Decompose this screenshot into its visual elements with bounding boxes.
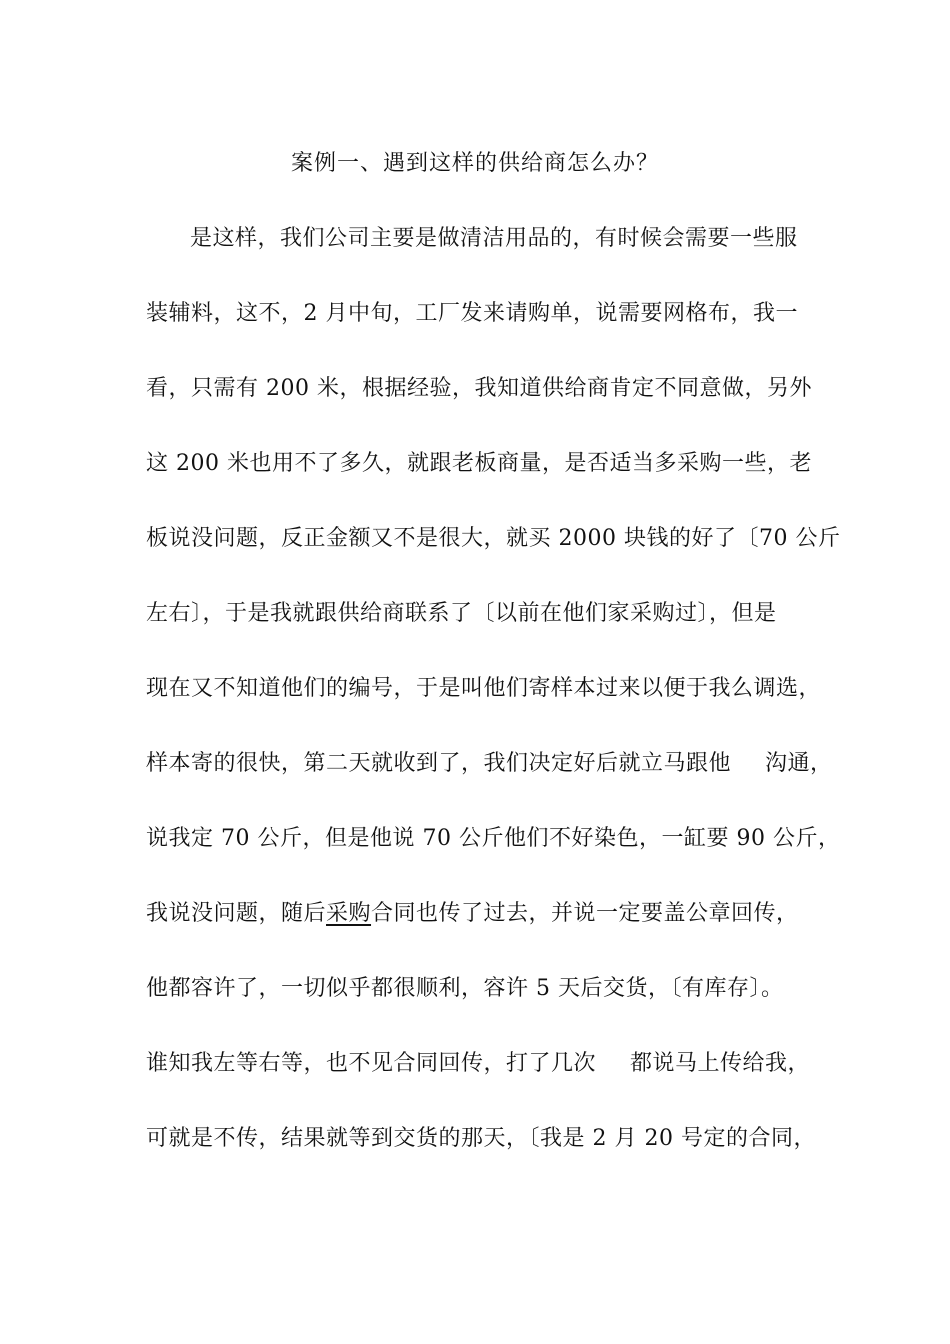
underlined-term: 采购 xyxy=(326,901,372,926)
paragraph-line: 装辅料，这不，2 月中旬，工厂发来请购单，说需要网格布，我一 xyxy=(146,301,798,326)
line-text: 合同也传了过去，并说一定要盖公章回传， xyxy=(371,901,799,926)
paragraph-line: 这 200 米也用不了多久，就跟老板商量，是否适当多采购一些，老 xyxy=(146,451,812,476)
paragraph-line: 说我定 70 公斤，但是他说 70 公斤他们不好染色，一缸要 90 公斤， xyxy=(146,826,841,851)
document-title: 案例一、遇到这样的供给商怎么办？ xyxy=(290,151,659,176)
line-text: 沟通， xyxy=(765,751,833,776)
paragraph-line: 他都容许了，一切似乎都很顺利，容许 5 天后交货，〔有库存〕。 xyxy=(146,976,784,1001)
paragraph-line: 看，只需有 200 米，根据经验，我知道供给商肯定不同意做，另外 xyxy=(146,376,812,401)
paragraph-line: 左右〕，于是我就跟供给商联系了〔以前在他们家采购过〕，但是 xyxy=(146,601,777,626)
paragraph-line: 现在又不知道他们的编号，于是叫他们寄样本过来以便于我么调选， xyxy=(146,676,822,701)
paragraph-line xyxy=(146,1046,826,1082)
line-text: 样本寄的很快，第二天就收到了，我们决定好后就立马跟他 xyxy=(146,751,732,776)
paragraph-line: 板说没问题，反正金额又不是很大，就买 2000 块钱的好了〔70 公斤 xyxy=(146,526,841,551)
line-text: 谁知我左等右等，也不见合同回传，打了几次 xyxy=(146,1051,597,1076)
line-text: 都说马上传给我， xyxy=(630,1051,811,1076)
paragraph-line: 可就是不传，结果就等到交货的那天，〔我是 2 月 20 号定的合同， xyxy=(146,1126,816,1151)
paragraph-line xyxy=(146,746,833,782)
paragraph-line xyxy=(146,896,826,932)
line-text: 我说没问题，随后 xyxy=(146,901,327,926)
paragraph-line: 是这样，我们公司主要是做清洁用品的，有时候会需要一些服 xyxy=(190,226,798,251)
